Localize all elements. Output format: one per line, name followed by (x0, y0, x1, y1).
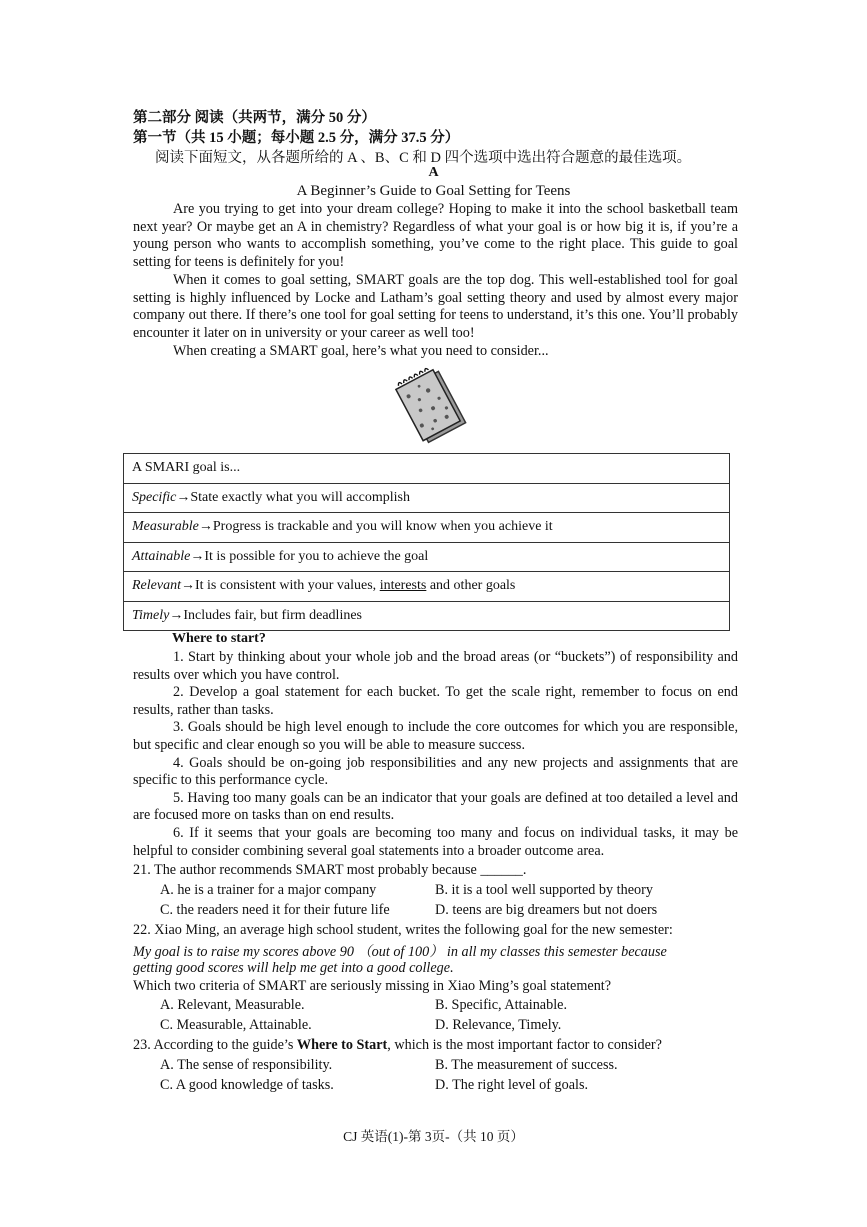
arrow-icon: → (198, 519, 213, 535)
criterion-term: Timely (132, 607, 170, 623)
question-21-option-d[interactable]: D. teens are big dreamers but not doers (435, 902, 658, 918)
question-21-option-a[interactable]: A. he is a trainer for a major company (160, 882, 377, 898)
question-22-option-b[interactable]: B. Specific, Attainable. (435, 997, 567, 1013)
criterion-text: It is possible for you to achieve the goal (204, 548, 429, 564)
list-item: 2. Develop a goal statement for each bucket. To get the scale right, remember to focus on end results, rather than tasks. (133, 684, 738, 718)
table-heading: A SMARI goal is... (124, 454, 730, 484)
criterion-text: Progress is trackable and you will know when you achieve it (212, 519, 553, 535)
underlined-word: interests (379, 578, 427, 594)
question-22-stem2: Which two criteria of SMART are seriously missing in Xiao Ming’s goal statement? (133, 978, 612, 994)
arrow-icon: → (176, 489, 191, 505)
list-item: 3. Goals should be high level enough to include the core outcomes for which you are responsible, but specific and clear enough so you will be able to measure success. (133, 719, 738, 753)
table-row (124, 572, 730, 602)
table-row (124, 454, 730, 484)
arrow-icon: → (180, 578, 195, 594)
passage-label: A (428, 165, 439, 180)
criterion-term: Attainable (132, 548, 191, 564)
question-21-stem: 21. The author recommends SMART most probably because ______. (133, 862, 527, 878)
question-22-option-a[interactable]: A. Relevant, Measurable. (160, 997, 305, 1013)
criterion-text: Includes fair, but firm deadlines (183, 607, 363, 623)
question-22-stem: 22. Xiao Ming, an average high school student, writes the following goal for the new semester: (133, 922, 673, 938)
passage-body (133, 201, 738, 360)
passage-paragraph: When it comes to goal setting, SMART goals are the top dog. This well-established tool for goal setting is highly influenced by Locke and Latham’s goal setting theory and used by almost every major company out there. If there’s one tool for goal setting for teens to understand, it’s this one. You’ll probably encounter it later on in university or your career as well too! (133, 271, 738, 341)
stem-bold-text: Where to Start (296, 1037, 388, 1053)
arrow-icon: → (190, 548, 205, 564)
question-23-option-d[interactable]: D. The right level of goals. (435, 1077, 589, 1093)
criterion-term: Measurable (132, 519, 199, 535)
table-row (124, 601, 730, 631)
arrow-icon: → (169, 607, 184, 623)
goal-statement-line: getting good scores will help me get into a good college. (133, 960, 454, 976)
criterion-text: State exactly what you will accomplish (190, 489, 410, 505)
list-item: 6. If it seems that your goals are becoming too many and focus on individual tasks, it may be helpful to consider combining several goal statements into a broader outcome area. (133, 824, 738, 859)
passage-paragraph: Are you trying to get into your dream college? Hoping to make it into the school basketball team next year? Or maybe get an A in chemistry? Regardless of what your goal is or how big it is, if you’re a young person who wants to accomplish something, you’ve come to the right place. This guide to goal setting for teens is definitely for you! (133, 201, 738, 271)
passage-title: A Beginner’s Guide to Goal Setting for Teens (296, 183, 571, 199)
question-21-option-c[interactable]: C. the readers need it for their future life (160, 902, 390, 918)
criterion-text: It is consistent with your values, (194, 578, 380, 594)
table-row (124, 483, 730, 513)
passage-paragraph: When creating a SMART goal, here’s what you need to consider... (173, 342, 549, 359)
list-item: 5. Having too many goals can be an indicator that your goals are defined at too detailed a level and are focused more on tasks than on end results. (133, 789, 738, 824)
list-item: 4. Goals should be on-going job responsibilities and any new projects and assignments that are specific to this performance cycle. (133, 754, 738, 789)
question-23-option-c[interactable]: C. A good knowledge of tasks. (160, 1077, 334, 1093)
notebook-icon (392, 364, 474, 448)
goal-statement-line: My goal is to raise my scores above 90 （out of 100） in all my classes this semester because (133, 944, 667, 960)
question-23-stem (133, 1037, 662, 1054)
table-row (124, 542, 730, 572)
question-21-option-b[interactable]: B. it is a tool well supported by theory (435, 882, 653, 898)
page-footer: CJ 英语(1)-第 3页-（共 10 页） (343, 1129, 524, 1144)
question-23-option-a[interactable]: A. The sense of responsibility. (160, 1057, 333, 1073)
criterion-text: and other goals (426, 578, 516, 594)
list-item: 1. Start by thinking about your whole job and the broad areas (or “buckets”) of responsibility and results over which you have control. (133, 649, 738, 683)
table-row (124, 513, 730, 543)
criterion-term: Relevant (132, 578, 181, 594)
question-23-option-b[interactable]: B. The measurement of success. (435, 1057, 618, 1073)
where-to-start-list (133, 649, 738, 860)
stem-text: , which is the most important factor to consider? (387, 1037, 662, 1053)
part-heading: 第二部分 阅读（共两节，满分 50 分） (133, 110, 376, 126)
section-heading: 第一节（共 15 小题；每小题 2.5 分，满分 37.5 分） (133, 130, 460, 146)
criterion-term: Specific (132, 489, 177, 505)
instruction-text: 阅读下面短文，从各题所给的 A 、B、C 和 D 四个选项中选出符合题意的最佳选项。 (155, 150, 692, 166)
question-22-option-c[interactable]: C. Measurable, Attainable. (160, 1017, 312, 1033)
where-to-start-heading: Where to start? (172, 631, 266, 646)
stem-text: 23. According to the guide’s (133, 1037, 297, 1053)
question-22-option-d[interactable]: D. Relevance, Timely. (435, 1017, 562, 1033)
smart-table (123, 453, 730, 631)
